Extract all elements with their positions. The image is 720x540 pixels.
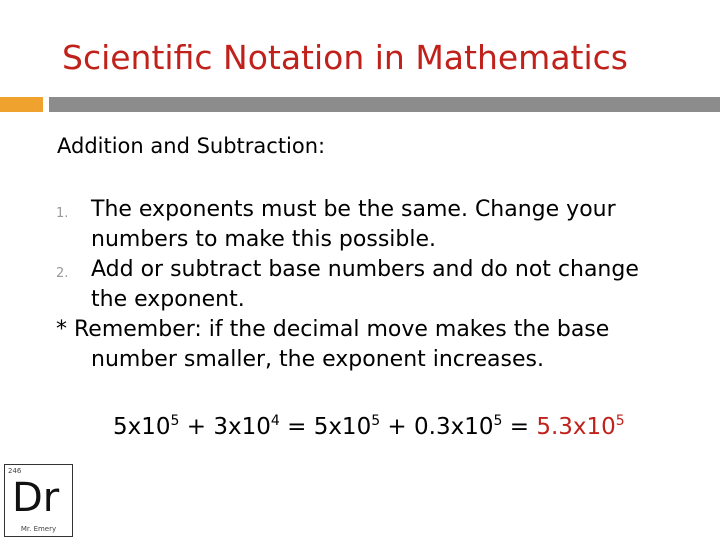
- equation-operator: +: [380, 414, 415, 440]
- equation-term: 5x10: [313, 414, 372, 440]
- list-number: 1.: [56, 206, 69, 221]
- tile-name: Mr. Emery: [20, 525, 57, 533]
- remember-note: [56, 315, 716, 375]
- equation-term: 3x10: [213, 414, 271, 440]
- equation-result-exponent: 5: [615, 413, 625, 429]
- list-number: 2.: [56, 266, 69, 281]
- title-rule: [49, 97, 720, 112]
- equation-exponent: 5: [493, 413, 503, 429]
- equation-term: 5x10: [113, 414, 171, 440]
- list-item-text: numbers to make this possible.: [91, 227, 436, 252]
- equation-term: 0.3x10: [414, 414, 494, 440]
- tile-symbol: Dr: [12, 475, 60, 521]
- tile-number: 246: [8, 467, 22, 475]
- equation-exponent: 5: [371, 413, 381, 429]
- list-item: [56, 255, 716, 315]
- list-item-text: the exponent.: [91, 287, 245, 312]
- note-text: number smaller, the exponent increases.: [91, 347, 544, 372]
- list-item: [56, 195, 716, 255]
- element-tile-logo: [4, 464, 73, 537]
- rules-list: [56, 195, 716, 375]
- equation-operator: +: [179, 414, 214, 440]
- equation-result-term: 5.3x10: [536, 414, 616, 440]
- equation-exponent: 4: [270, 413, 280, 429]
- equation-operator: =: [502, 414, 537, 440]
- equation-result: [536, 414, 624, 440]
- list-item-text: The exponents must be the same. Change your: [91, 197, 616, 222]
- equation-exponent: 5: [170, 413, 180, 429]
- example-equation: [113, 413, 625, 440]
- equation-operator: =: [279, 414, 314, 440]
- section-heading: Addition and Subtraction:: [57, 134, 326, 158]
- note-text: * Remember: if the decimal move makes the base: [56, 317, 610, 342]
- title-rule-accent: [0, 97, 43, 112]
- slide-title: Scientific Notation in Mathematics: [62, 38, 628, 77]
- list-item-text: Add or subtract base numbers and do not change: [91, 257, 639, 282]
